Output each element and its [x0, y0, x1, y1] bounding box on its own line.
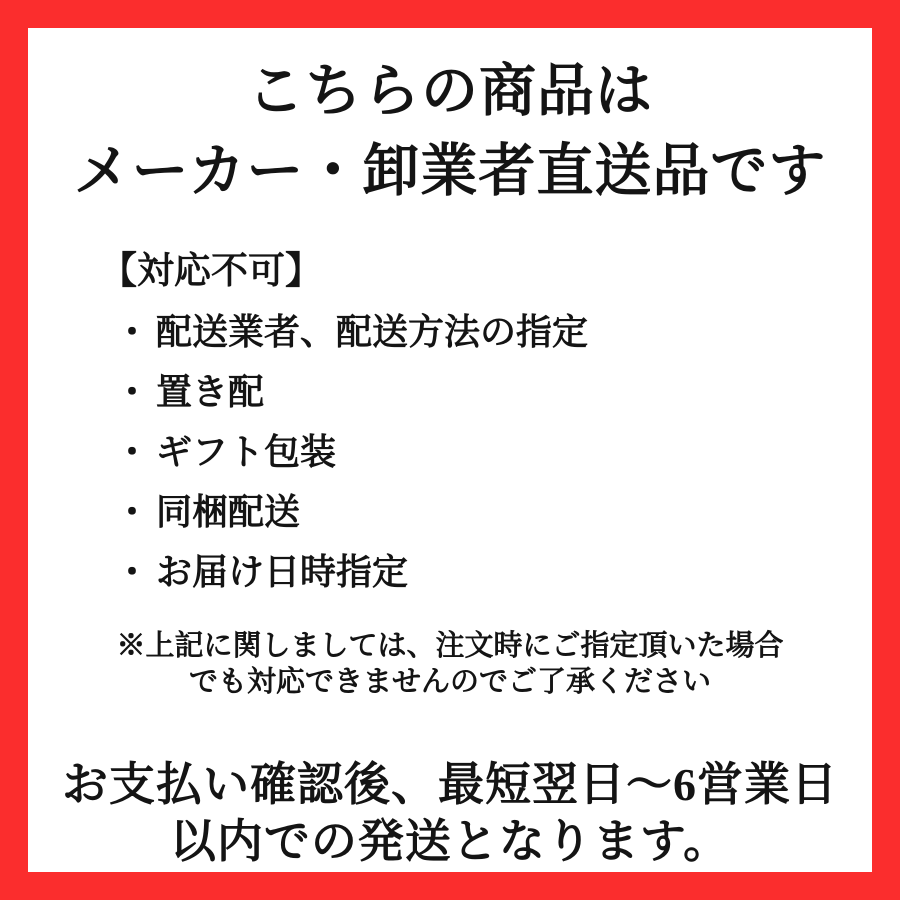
- notice-title: [28, 52, 872, 212]
- list-item-label: ギフト包装: [156, 432, 337, 472]
- bullet-icon: ・: [114, 552, 151, 592]
- list-item-label: 同梱配送: [156, 492, 301, 532]
- list-item: [114, 494, 872, 530]
- bullet-icon: ・: [114, 492, 151, 532]
- bullet-icon: ・: [114, 372, 151, 412]
- disclaimer-note-line2: でも対応できませんのでご了承ください: [188, 666, 711, 698]
- shipping-info-line1: お支払い確認後、最短翌日〜6営業日: [62, 759, 838, 810]
- list-item: [114, 554, 872, 590]
- notice-content: [28, 28, 872, 872]
- bullet-icon: ・: [114, 312, 151, 352]
- restrictions-list: [114, 314, 872, 614]
- disclaimer-note-line1: ※上記に関しましては、注文時にご指定頂いた場合: [116, 630, 784, 662]
- list-item-label: お届け日時指定: [156, 552, 409, 592]
- disclaimer-note: [28, 628, 872, 700]
- restrictions-heading: 【対応不可】: [100, 251, 322, 292]
- list-item: [114, 434, 872, 470]
- list-item: [114, 374, 872, 410]
- notice-title-line2: メーカー・卸業者直送品です: [73, 140, 827, 203]
- shipping-info: [28, 756, 872, 870]
- bullet-icon: ・: [114, 432, 151, 472]
- list-item-label: 置き配: [156, 372, 265, 412]
- list-item: [114, 314, 872, 350]
- shipping-info-line2: 以内での発送となります。: [169, 816, 731, 867]
- list-item-label: 配送業者、配送方法の指定: [156, 312, 589, 352]
- notice-title-line1: こちらの商品は: [247, 60, 653, 123]
